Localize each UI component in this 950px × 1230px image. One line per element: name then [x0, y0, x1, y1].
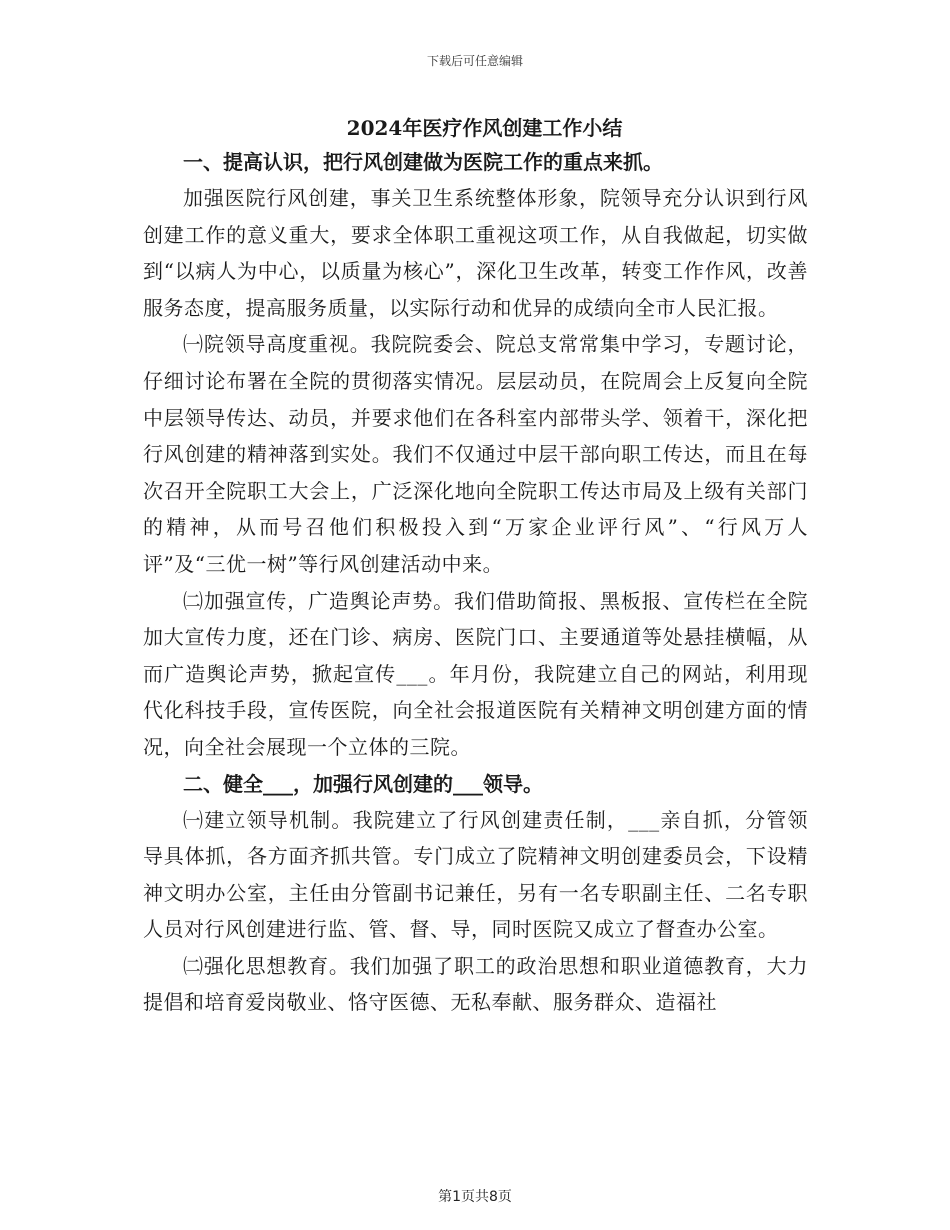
section-1 [143, 144, 808, 766]
paragraph: ㈠院领导高度重视。我院院委会、院总支常常集中学习，专题讨论，仔细讨论布署在全院的贯彻落实情况。层层动员，在院周会上反复向全院中层领导传达、动员，并要求他们在各科室内部带头学、领着干，深化把行风创建的精神落到实处。我们不仅通过中层干部向职工传达，而且在每次召开全院职工大会上，广泛深化地向全院职工传达市局及上级有关部门的精神，从而号召他们积极投入到“万家企业评行风”、“行风万人评”及“三优一树”等行风创建活动中来。 [143, 332, 808, 576]
paragraph: ㈡加强宣传，广造舆论声势。我们借助简报、黑板报、宣传栏在全院加大宣传力度，还在门诊、病房、医院门口、主要通道等处悬挂横幅，从而广造舆论声势，掀起宣传___。年月份，我院建立自己的网站，利用现代化科技手段，宣传医院，向全社会报道医院有关精神文明创建方面的情况，向全社会展现一个立体的三院。 [143, 588, 808, 759]
document-title: 2024年医疗作风创建工作小结 [346, 116, 623, 140]
paragraph: 加强医院行风创建，事关卫生系统整体形象，院领导充分认识到行风创建工作的意义重大，要求全体职工重视这项工作，从自我做起，切实做到“以病人为中心，以质量为核心”，深化卫生改革，转变工作作风，改善服务态度，提高服务质量，以实际行动和优异的成绩向全市人民汇报。 [143, 186, 808, 320]
section-2 [143, 766, 808, 1022]
paragraph: ㈠建立领导机制。我院建立了行风创建责任制，___亲自抓，分管领导具体抓，各方面齐抓共管。专门成立了院精神文明创建委员会，下设精神文明办公室，主任由分管副书记兼任，另有一名专职副主任、二名专职人员对行风创建进行监、管、督、导，同时医院又成立了督查办公室。 [143, 807, 808, 942]
header-note: 下载后可任意编辑 [426, 54, 523, 68]
page-number: 第1页共8页 [438, 1189, 512, 1205]
document-body [143, 112, 808, 1021]
section-heading: 一、提高认识，把行风创建做为医院工作的重点来抓。 [183, 150, 663, 174]
paragraph: ㈡强化思想教育。我们加强了职工的政治思想和职业道德教育，大力提倡和培育爱岗敬业、恪守医德、无私奉献、服务群众、造福社 [143, 953, 808, 1015]
section-heading: 二、健全___，加强行风创建的___领导。 [183, 771, 543, 796]
